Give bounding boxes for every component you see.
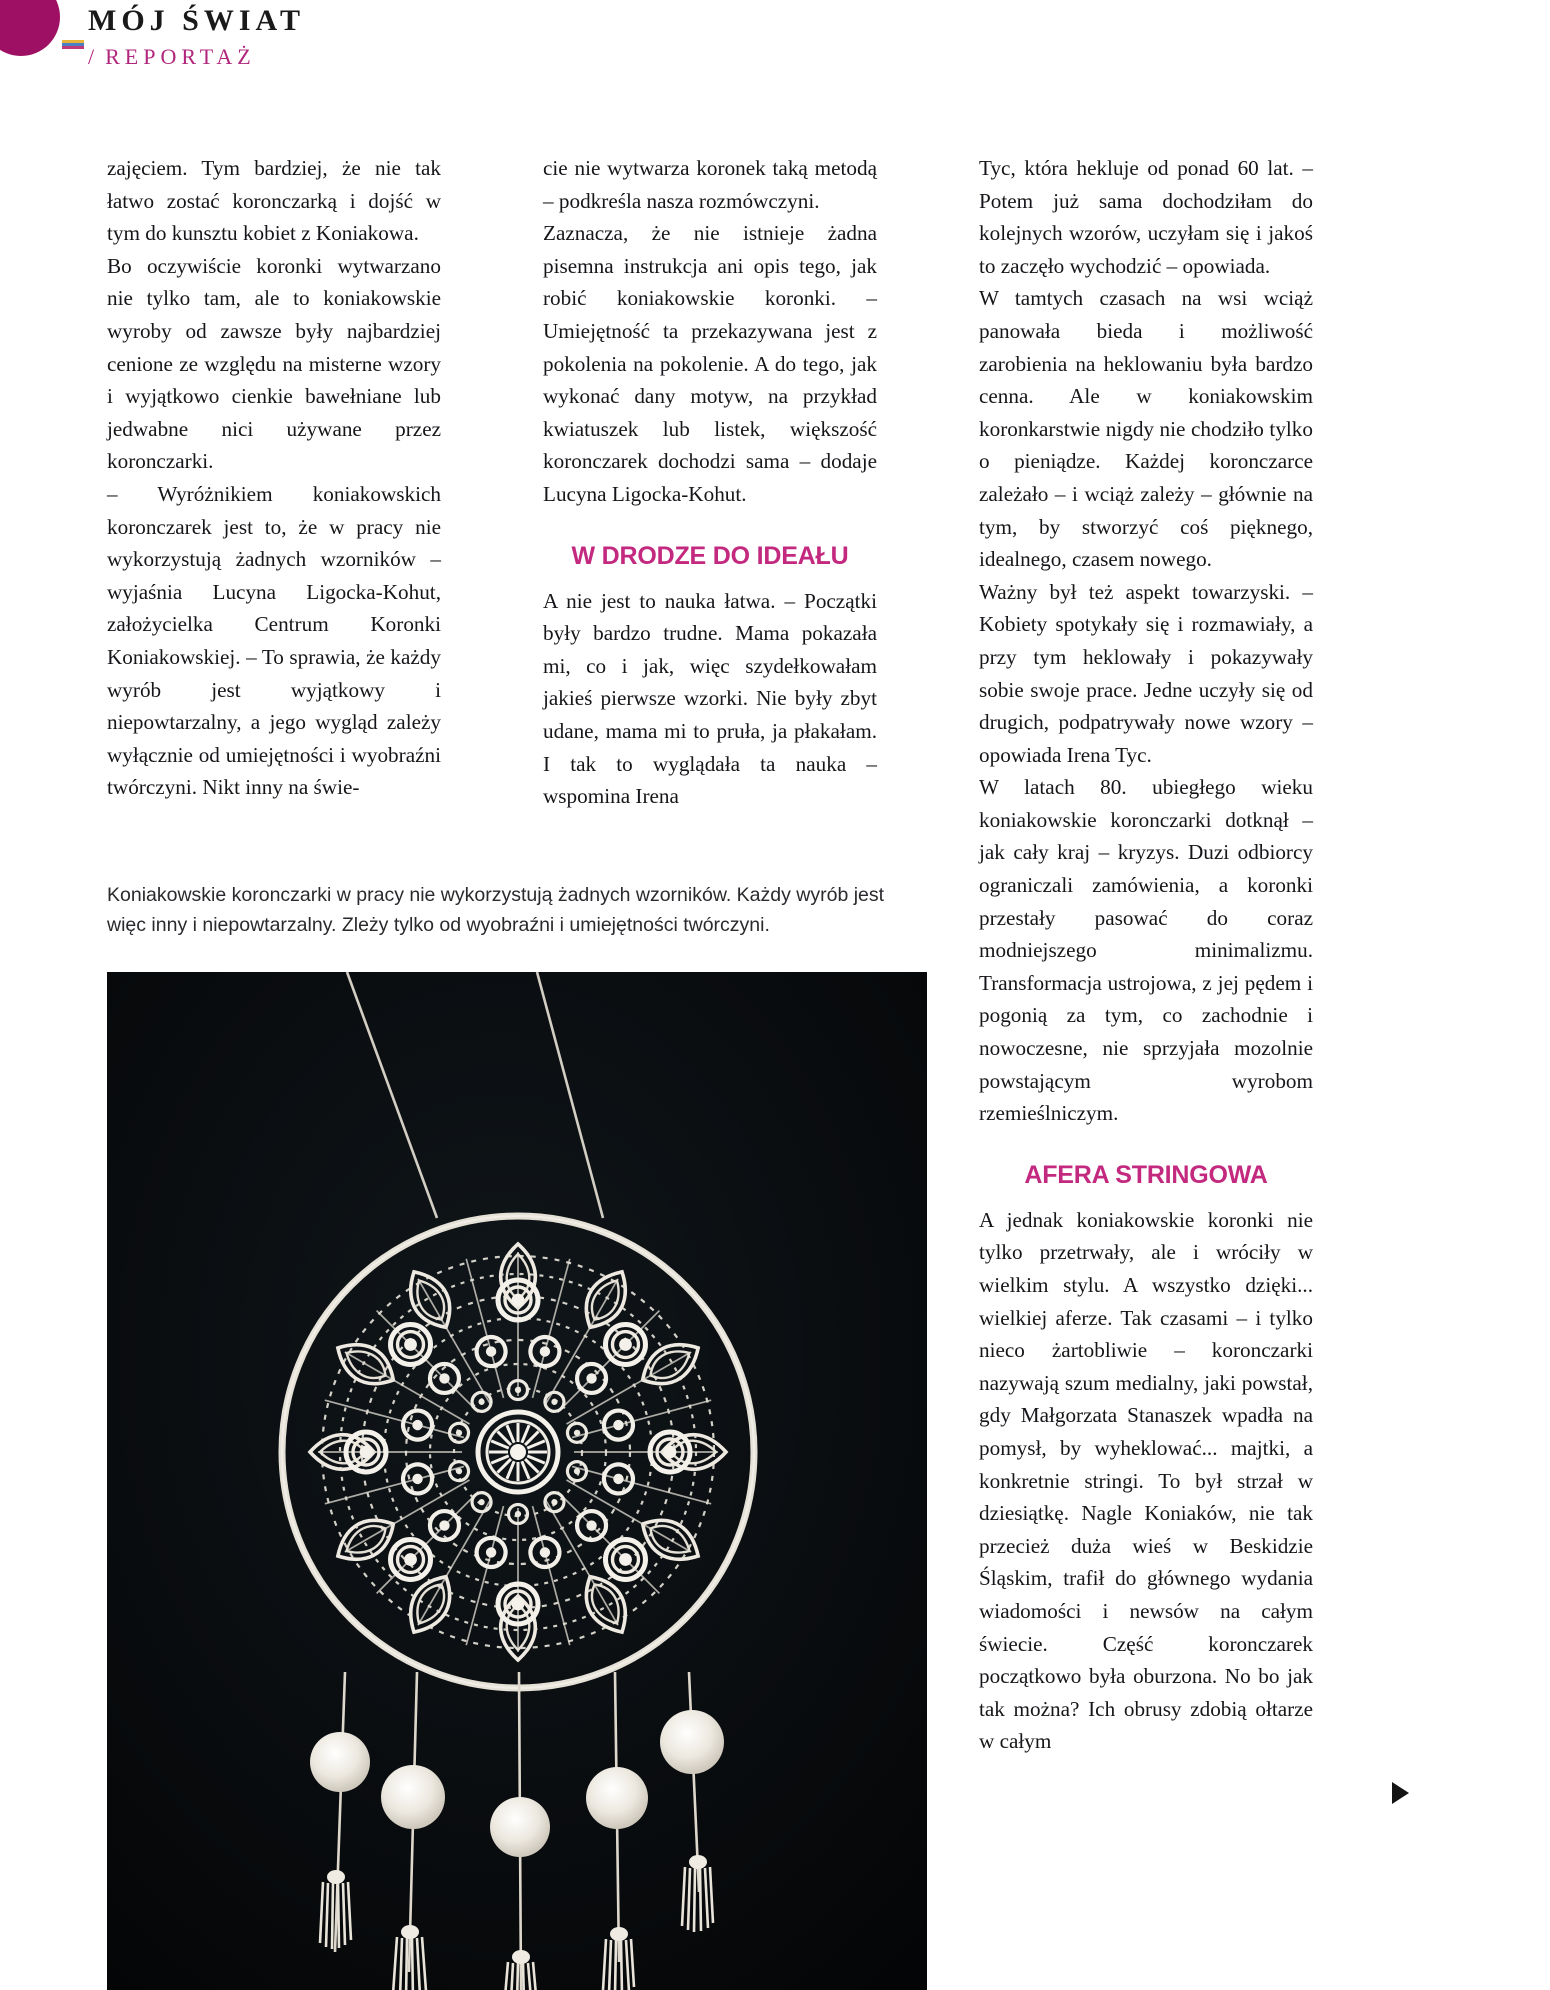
paragraph: cie nie wytwarza koronek taką metodą – podkreśla nasza rozmówczyni. <box>543 156 877 213</box>
paragraph: zajęciem. Tym bardziej, że nie tak łatwo zostać koronczarką i dojść w tym do kunsztu kobiet z Koniakowa. <box>107 156 441 246</box>
paragraph: Zaznacza, że nie istnieje żadna pisemna instrukcja ani opis tego, jak robić koniakowskie koronki. – Umiejętność ta przekazywana jest z pokolenia na pokolenie. A do tego, jak wykonać dany motyw, na przykład kwiatuszek lub listek, większość koronczarek dochodzi sama – dodaje Lucyna Ligocka-Kohut. <box>543 221 877 506</box>
page-header <box>0 0 1550 110</box>
body-column-2 <box>543 152 877 813</box>
body-column-1 <box>107 152 441 804</box>
article-category-line <box>88 45 305 69</box>
section-heading-w-drodze-do-idealu: W DRODZE DO IDEAŁU <box>571 541 849 570</box>
magazine-section-kicker: MÓJ ŚWIAT <box>88 4 305 37</box>
doily-center-medallion <box>478 1412 558 1492</box>
paragraph: – Wyróżnikiem koniakowskich koronczarek jest to, że w pracy nie wykorzystują żadnych wzorników – wyjaśnia Lucyna Ligocka-Kohut, założycielka Centrum Koronki Koniakowskiej. – To sprawia, że każdy wyrób jest wyjątkowy i niepowtarzalny, a jego wygląd zależy wyłącznie od umiejętności i wyobraźni twórczyni. Nikt inny na świe- <box>107 481 441 800</box>
article-category-label: REPORTAŻ <box>105 44 256 69</box>
category-slash: / <box>88 44 100 69</box>
paragraph: A jednak koniakowskie koronki nie tylko przetrwały, ale i wróciły w wielkim stylu. A wszystko dzięki... wielkiej aferze. Tak czasami – i tylko nieco żartobliwie – koronczarki nazywają szum medialny, jaki powstał, gdy Małgorzata Stanaszek wpadła na pomysł, by wyheklować... majtki, a konkretnie stringi. To był strzał w dziesiątkę. Nagle Koniaków, nie tak przecież duża wieś w Beskidzie Śląskim, trafił do głównego wydania wiadomości i newsów na całym świecie. Część koronczarek początkowo była oburzona. No bo jak tak można? Ich obrusy zdobią ołtarze w całym <box>979 1207 1313 1754</box>
brand-circle-icon <box>0 0 60 56</box>
koniakow-lace-dreamcatcher-photo <box>107 972 927 1990</box>
section-heading-afera-stringowa: AFERA STRINGOWA <box>1024 1160 1268 1189</box>
paragraph: A nie jest to nauka łatwa. – Początki były bardzo trudne. Mama pokazała mi, co i jak, więc szydełkowałam jakieś pierwsze wzorki. Nie były zbyt udane, mama mi to pruła, ja płakałam. I tak to wyglądała ta nauka – wspomina Irena <box>543 588 877 809</box>
photo-illustration <box>107 972 927 1990</box>
continue-arrow-icon <box>1392 1782 1409 1804</box>
photo-caption: Koniakowskie koronczarki w pracy nie wykorzystują żadnych wzorników. Każdy wyrób jest więc inny i niepowtarzalny. Zleży tylko od wyobraźni i umiejętności twórczyni. <box>107 884 885 936</box>
paragraph: W latach 80. ubiegłego wieku koniakowskie koronczarki dotknął – jak cały kraj – kryzys. Duzi odbiorcy ograniczali zamówienia, a koronki przestały pasować do coraz modniejszego minimalizmu. Transformacja ustrojowa, z jej pędem i pogonią za tym, co zachodnie i nowoczesne, nie sprzyjała mozolnie powstającym wyrobom rzemieślniczym. <box>979 775 1313 1126</box>
paragraph: Tyc, która hekluje od ponad 60 lat. – Potem już sama dochodziłam do kolejnych wzorów, uczyłam się i jakoś to zaczęło wychodzić – opowiada. <box>979 156 1313 278</box>
paragraph: Bo oczywiście koronki wytwarzano nie tylko tam, ale to koniakowskie wyroby od zawsze były najbardziej cenione ze względu na misterne wzory i wyjątkowo cienkie bawełniane lub jedwabne nici używane przez koronczarki. <box>107 253 441 474</box>
paragraph: Ważny był też aspekt towarzyski. – Kobiety spotykały się i rozmawiały, a przy tym heklowały i pokazywały sobie swoje prace. Jedne uczyły się od drugich, podpatrywały nowe wzory – opowiada Irena Tyc. <box>979 579 1313 767</box>
header-titles <box>88 4 305 69</box>
paragraph: W tamtych czasach na wsi wciąż panowała bieda i możliwość zarobienia na heklowaniu była bardzo cenna. Ale w koniakowskim koronkarstwie nigdy nie chodziło tylko o pieniądze. Każdej koronczarce zależało – i wciąż zależy – głównie na tym, by stworzyć coś pięknego, idealnego, czasem nowego. <box>979 286 1313 572</box>
body-column-3 <box>979 152 1313 1758</box>
brand-stripes-icon <box>62 40 84 52</box>
